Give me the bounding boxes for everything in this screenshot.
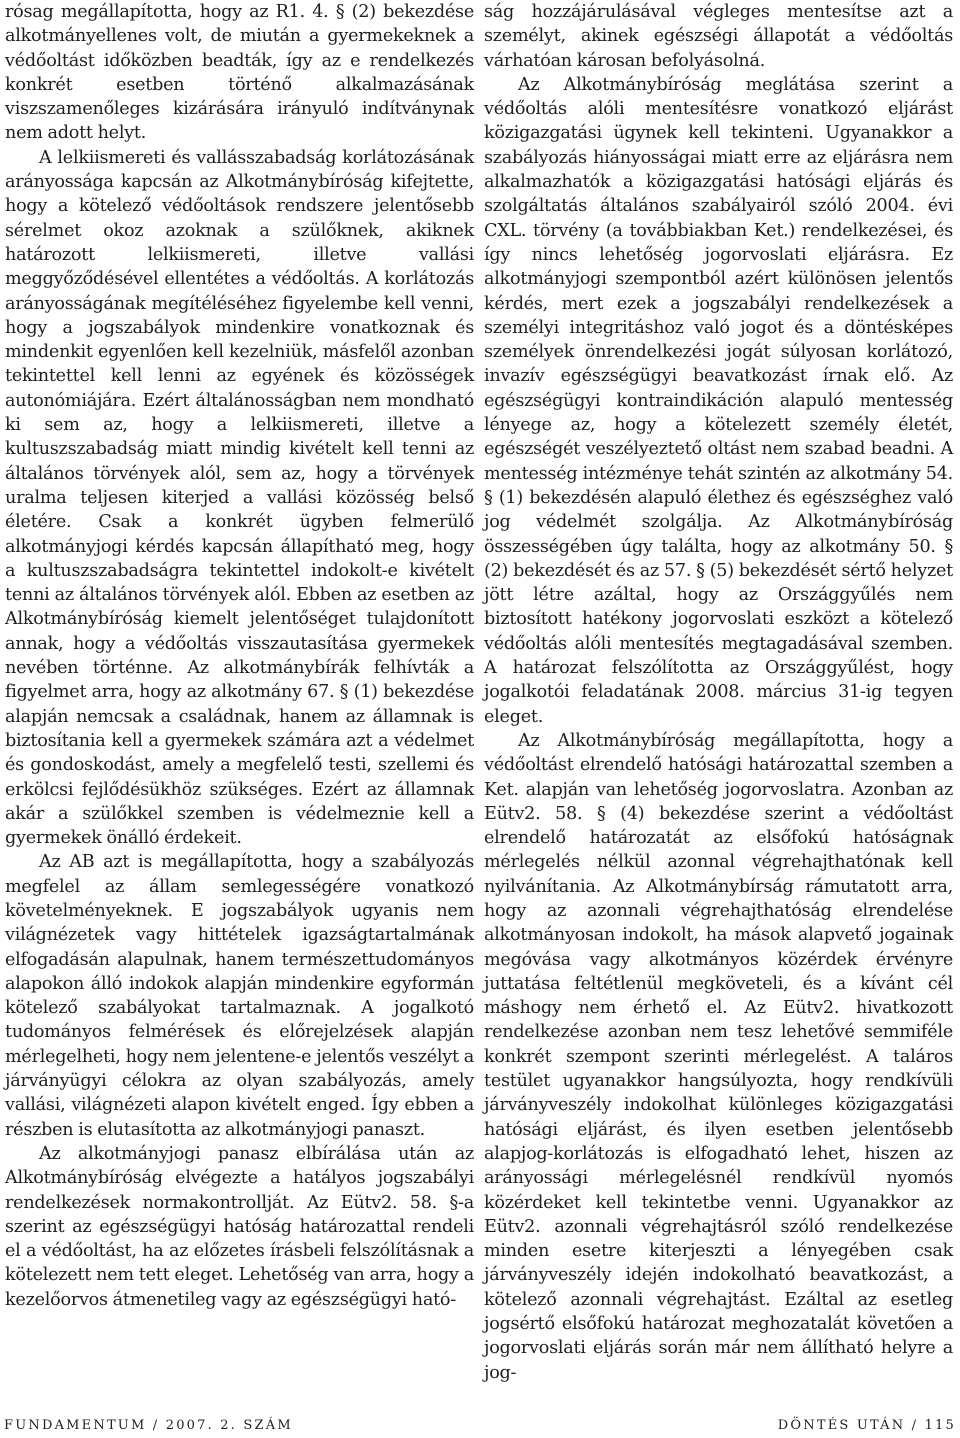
paragraph: ság hozzájárulásával végleges mentesítse azt a személyt, akinek egészségi állapotát a védőoltás várhatóan károsan befolyásolná. <box>484 2 953 71</box>
paragraph: A lelkiismereti és vallásszabadság korlátozásának arányossága kapcsán az Alkotmánybíróság kifejtette, hogy a kötelező védőoltások rendszere jelentősebb sérelmet okoz azoknak a szülőknek, akiknek határozott lelkiismereti, illetve vallási meggyőződésével ellentétes a védőoltás. A korlátozás arányosságának megítéléséhez figyelembe kell venni, hogy a jogszabályok mindenkire vonatkoznak és mindenkit egyenlően kell kezelniük, másfelől azonban tekintettel kell lenni az egyének és közösségek autonómiájára. Ezért általánosságban nem mondható ki sem az, hogy a lelkiismereti, illetve a kultuszszabadság miatt mindig kivételt kell tenni az általános törvények alól, sem az, hogy a törvények uralma teljesen kiterjed a vallási közösség belső életére. Csak a konkrét ügyben felmerülő alkotmányjogi kérdés kapcsán állapítható meg, hogy a kultuszszabadságra tekintettel indokolt-e kivételt tenni az általános törvények alól. Ebben az esetben az Alkotmánybíróság kiemelt jelentőséget tulajdonított annak, hogy a védőoltás visszautasítása gyermekek nevében történne. Az alkotmánybírák felhívták a figyelmet arra, hogy az alkotmány 67. § (1) bekezdése alapján nemcsak a családnak, hanem az államnak is biztosítania kell a gyermekek számára azt a védelmet és gondoskodást, amely a megfelelő testi, szellemi és erkölcsi fejlődésükhöz szükséges. Ezért az államnak akár a szülőkkel szemben is védelmeznie kell a gyermekek önálló érdekeit. <box>5 147 474 849</box>
left-column <box>5 0 474 1312</box>
journal-issue-label: FUNDAMENTUM / 2007. 2. SZÁM <box>4 1418 293 1433</box>
section-page-number: DÖNTÉS UTÁN / 115 <box>777 1418 956 1433</box>
right-column <box>484 0 953 1385</box>
page-footer <box>0 1418 960 1438</box>
paragraph: Az AB azt is megállapította, hogy a szabályozás megfelel az állam semlegességére vonatkozó követelményeknek. E jogszabályok ugyanis nem világnézetek vagy hittételek igazságtartalmának elfogadásán alapulnak, hanem természettudományos alapokon álló indokok alapján mindenkire egyformán kötelező szabályokat tartalmaznak. A jogalkotó tudományos felmérések és előrejelzések alapján mérlegelheti, hogy nem jelentene-e jelentős veszélyt a járványügyi célokra az olyan szabályozás, amely vallási, világnézeti alapon kivételt enged. Így ebben a részben is elutasította az alkotmányjogi panaszt. <box>5 852 474 1140</box>
paragraph: Az alkotmányjogi panasz elbírálása után az Alkotmánybíróság elvégezte a hatályos jogszabályi rendelkezések normakontrollját. Az Eütv2. 58. §-a szerint az egészségügyi hatóság határozattal rendeli el a védőoltást, ha az előzetes írásbeli felszólításnak a kötelezett nem tett eleget. Lehetőség van arra, hogy a kezelőorvos átmenetileg vagy az egészségügyi ható- <box>5 1143 474 1310</box>
paragraph: Az Alkotmánybíróság meglátása szerint a védőoltás alóli mentesítésre vonatkozó eljárást közigazgatási ügynek kell tekinteni. Ugyanakkor a szabályozás hiányosságai miatt erre az eljárásra nem alkalmazhatók a közigazgatási hatósági eljárás és szolgáltatás általános szabályairól szóló 2004. évi CXL. törvény (a továbbiakban Ket.) rendelkezései, és így nincs lehetőség jogorvoslati eljárásra. Ez alkotmányjogi szempontból azért különösen jelentős kérdés, mert ezek a jogszabályi rendelkezések a személyi integritáshoz való jogot és a döntésképes személyek önrendelkezési jogát súlyosan korlátozó, invazív egészségügyi beavatkozást írnak elő. Az egészségügyi kontraindikáción alapuló mentesség lényege az, hogy a kötelezett személy életét, egészségét veszélyeztető oltást nem szabad beadni. A mentesség intézménye tehát szintén az alkotmány 54. § (1) bekezdésén alapuló élethez és egészséghez való jog védelmét szolgálja. Az Alkotmánybíróság összességében úgy találta, hogy az alkotmány 50. § (2) bekezdését és az 57. § (5) bekezdését sértő helyzet jött létre azáltal, hogy az Országgyűlés nem biztosított hatékony jogorvoslati eszközt a kötelező védőoltás alóli mentesítés megtagadásával szemben. A határozat felszólította az Országgyűlést, hogy jogalkotói feladatának 2008. március 31-ig tegyen eleget. <box>484 74 953 727</box>
paragraph: Az Alkotmánybíróság megállapította, hogy a védőoltást elrendelő hatósági határozattal szemben a Ket. alapján van lehetőség jogorvoslatra. Azonban az Eütv2. 58. § (4) bekezdése szerint a védőoltást elrendelő határozatát az elsőfokú hatóságnak mérlegelés nélkül azonnal végrehajthatónak kell nyilvánítania. Az Alkotmánybírság rámutatott arra, hogy az azonnali végrehajthatóság elrendelése alkotmányosan indokolt, ha mások alapvető jogainak megóvása vagy alkotmányos közérdek érvényre juttatása feltétlenül megköveteli, és a kívánt cél máshogy nem érhető el. Az Eütv2. hivatkozott rendelkezése azonban nem tesz lehetővé semmiféle konkrét szempont szerinti mérlegelést. A taláros testület ugyanakkor hangsúlyozta, hogy rendkívüli járványveszély indokolhat különleges közigazgatási hatósági eljárást, és ilyen esetben jelentősebb alapjog-korlátozás is elfogadható lehet, hiszen az arányossági mérlegelésnél rendkívül nyomós közérdeket kell tekintetbe venni. Ugyanakkor az Eütv2. azonnali végrehajtásról szóló rendelkezése minden esetre kiterjeszti a lényegében csak járványveszély idején indokolható beavatkozást, a kötelező azonnali végrehajtást. Ezáltal az esetleg jogsértő elsőfokú határozat meghozatalát követően a jogorvoslati eljárás során már nem állítható helyre a jog- <box>484 730 953 1383</box>
paragraph: rósag megállapította, hogy az R1. 4. § (2) bekezdése alkotmányellenes volt, de miután a gyermekeknek a védőoltást időközben beadták, így az e rendelkezés konkrét esetben történő alkalmazásának viszszamenőleges kizárására irányuló indítványnak nem adott helyt. <box>5 2 474 144</box>
